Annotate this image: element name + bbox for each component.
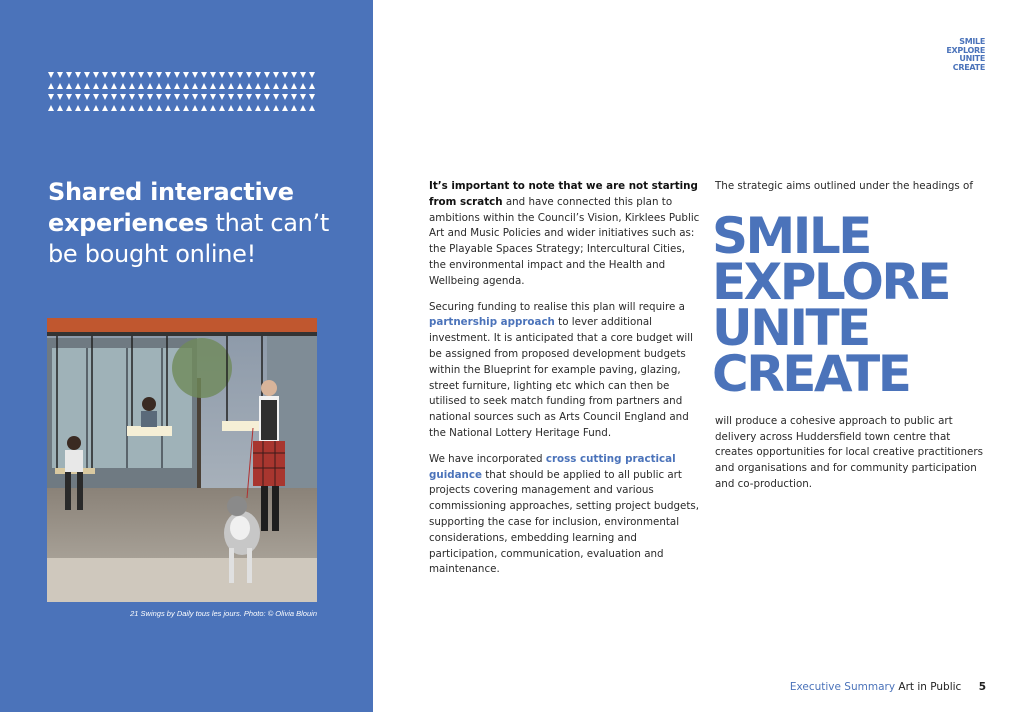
pattern-triangle [174,83,180,89]
pattern-triangle [192,94,198,100]
paragraph-3-start: We have incorporated [429,452,546,465]
pattern-triangle [102,83,108,89]
headline [48,177,348,270]
pattern-triangle [75,94,81,100]
pattern-triangle [183,94,189,100]
pattern-triangle [201,105,207,111]
pattern-triangle [75,105,81,111]
pattern-triangle [156,83,162,89]
pattern-triangle [309,83,315,89]
pattern-triangle [237,105,243,111]
pattern-triangle [264,83,270,89]
pattern-triangle [255,83,261,89]
pattern-triangle [201,72,207,78]
paragraph-2-start: Securing funding to realise this plan will require a [429,300,685,313]
pattern-triangle [156,94,162,100]
pattern-triangle [309,72,315,78]
big-word-unite: UNITE [712,298,869,357]
pattern-triangle [147,94,153,100]
pattern-triangle [300,105,306,111]
pattern-triangle [192,105,198,111]
swings-photo [47,318,317,602]
pattern-triangle [210,83,216,89]
smile-explore-unite-create-logo [930,38,985,72]
pattern-triangle [264,105,270,111]
pattern-triangle [93,72,99,78]
logo-line-unite: UNITE [959,54,985,63]
body-column-2 [712,179,987,493]
pattern-triangle [93,83,99,89]
pattern-triangle [111,83,117,89]
pattern-triangle [57,105,63,111]
pattern-triangle [75,72,81,78]
pattern-triangle [210,94,216,100]
pattern-triangle [282,94,288,100]
pattern-triangle [264,72,270,78]
pattern-triangle [120,72,126,78]
pattern-triangle [66,94,72,100]
pattern-triangle [57,94,63,100]
pattern-triangle [273,105,279,111]
pattern-triangle [147,72,153,78]
pattern-triangle [264,94,270,100]
pattern-triangle [228,105,234,111]
paragraph-3-text: that should be applied to all public art projects covering management and various commissioning approaches, setting project budgets, supporting the case for inclusion, environmental considerations, embedding learning and participation, communication, evaluation and maintenance. [429,468,700,576]
pattern-triangle [282,105,288,111]
pattern-triangle [237,83,243,89]
pattern-triangle [174,94,180,100]
pattern-triangle [255,105,261,111]
pattern-triangle [174,72,180,78]
pattern-triangle [165,105,171,111]
pattern-triangle [147,83,153,89]
partnership-approach-highlight: partnership approach [429,316,555,329]
pattern-triangle [84,105,90,111]
pattern-triangle [282,83,288,89]
pattern-triangle [192,72,198,78]
strategic-aims-outro: will produce a cohesive approach to public art delivery across Huddersfield town centre that creates opportunities for local creative practitioners and organisations and for community participation and co-production. [715,414,983,490]
headline-rest-1: that can’t [208,209,329,237]
pattern-triangle [66,83,72,89]
pattern-triangle [309,105,315,111]
pattern-triangle [57,72,63,78]
triangle-pattern-decoration [48,72,318,116]
pattern-triangle [291,83,297,89]
pattern-triangle [66,72,72,78]
pattern-triangle [165,72,171,78]
pattern-triangle [291,94,297,100]
pattern-triangle [120,105,126,111]
page-number: 5 [978,681,986,693]
pattern-triangle [183,72,189,78]
pattern-triangle [255,94,261,100]
pattern-triangle [138,105,144,111]
pattern-triangle [138,83,144,89]
pattern-triangle [75,83,81,89]
pattern-triangle [246,105,252,111]
cross-cutting-guidance-highlight: cross cutting practical guidance [429,452,676,481]
pattern-triangle [165,83,171,89]
pattern-triangle [219,72,225,78]
pattern-triangle [183,105,189,111]
pattern-triangle [102,105,108,111]
pattern-triangle [273,83,279,89]
pattern-triangle [138,72,144,78]
pattern-triangle [228,83,234,89]
pattern-triangle [246,83,252,89]
paragraph-1-text: and have connected this plan to ambitions within the Council’s Vision, Kirklees Public Art and Music Policies and wider initiatives such as: the Playable Spaces Strategy; Intercultural Cities, the environmental impact and the Health and Wellbeing agenda. [429,195,700,287]
pattern-triangle [174,105,180,111]
pattern-triangle [93,105,99,111]
pattern-triangle [300,94,306,100]
pattern-triangle [282,72,288,78]
pattern-triangle [120,83,126,89]
pattern-triangle [300,72,306,78]
pattern-triangle [48,94,54,100]
pattern-triangle [291,72,297,78]
pattern-triangle [246,94,252,100]
paragraph-1-lead: It’s important to note that we are not starting from scratch [429,180,698,208]
logo-line-create: CREATE [952,62,985,72]
pattern-triangle [48,83,54,89]
pattern-triangle [201,83,207,89]
pattern-triangle [129,72,135,78]
pattern-triangle [237,94,243,100]
headline-bold-2: experiences [48,209,209,237]
pattern-triangle [111,72,117,78]
pattern-triangle [66,105,72,111]
strategic-aims-intro: The strategic aims outlined under the headings of [715,180,973,192]
pattern-triangle [93,94,99,100]
pattern-triangle [129,83,135,89]
big-word-smile: SMILE [712,206,870,265]
pattern-triangle [255,72,261,78]
pattern-triangle [48,105,54,111]
pattern-triangle [210,72,216,78]
logo-line-explore: EXPLORE [946,45,985,55]
pattern-triangle [102,94,108,100]
pattern-triangle [273,94,279,100]
page-footer [790,681,986,693]
pattern-triangle [300,83,306,89]
pattern-triangle [84,83,90,89]
paragraph-1 [429,179,701,290]
pattern-triangle [228,72,234,78]
pattern-triangle [156,72,162,78]
pattern-triangle [120,94,126,100]
pattern-triangle [84,94,90,100]
pattern-triangle [111,94,117,100]
pattern-triangle [228,94,234,100]
pattern-triangle [273,72,279,78]
strategic-aims-headings [712,206,987,403]
paragraph-2 [429,300,701,442]
pattern-triangle [57,83,63,89]
pattern-triangle [237,72,243,78]
pattern-triangle [48,72,54,78]
pattern-triangle [309,94,315,100]
pattern-triangle [138,94,144,100]
pattern-triangle [291,105,297,111]
footer-section: Executive Summary [789,681,896,693]
pattern-triangle [129,105,135,111]
pattern-triangle [84,72,90,78]
left-panel [0,0,373,712]
paragraph-2-text: to lever additional investment. It is anticipated that a core budget will be assigned from proposed development budgets within the Blueprint for example paving, glazing, street furniture, lighting etc which can then be utilised to seek match funding from partners and national sources such as Arts Council England and the National Lottery Heritage Fund. [429,316,693,439]
pattern-triangle [102,72,108,78]
pattern-triangle [219,83,225,89]
pattern-triangle [156,105,162,111]
pattern-triangle [246,72,252,78]
headline-rest-2: be bought online! [48,240,256,268]
pattern-triangle [129,94,135,100]
pattern-triangle [192,83,198,89]
big-word-create: CREATE [712,344,910,403]
photo-caption: 21 Swings by Daily tous les jours. Photo: © Olivia Blouin [130,609,317,618]
pattern-triangle [147,105,153,111]
logo-line-smile: SMILE [959,37,985,46]
pattern-triangle [111,105,117,111]
pattern-triangle [210,105,216,111]
pattern-triangle [201,94,207,100]
pattern-triangle [165,94,171,100]
big-word-explore: EXPLORE [712,252,950,311]
headline-bold-1: Shared interactive [48,178,294,206]
pattern-triangle [219,94,225,100]
pattern-triangle [183,83,189,89]
paragraph-3 [429,452,701,578]
pattern-triangle [219,105,225,111]
footer-title: Art in Public [898,681,962,693]
body-column-1 [429,179,701,588]
